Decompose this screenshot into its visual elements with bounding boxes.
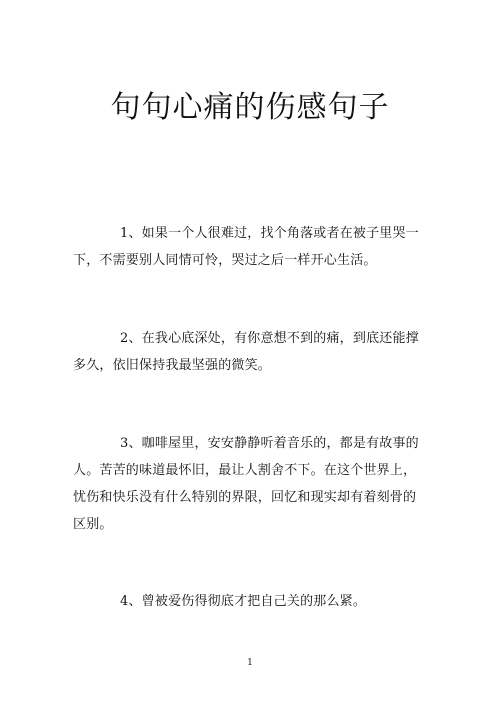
paragraph-1: 1、如果一个人很难过，找个角落或者在被子里哭一下，不需要别人同情可怜，哭过之后一样开心生活。 — [73, 226, 419, 268]
paragraph-4: 4、曾被爱伤得彻底才把自己关的那么紧。 — [120, 594, 367, 609]
document-title: 句句心痛的伤感句子 — [110, 90, 390, 125]
paragraph-2: 2、在我心底深处，有你意想不到的痛，到底还能撑多久，依旧保持我最坚强的微笑。 — [73, 331, 419, 373]
paragraph-3: 3、咖啡屋里，安安静静听着音乐的，都是有故事的人。苦苦的味道最怀旧，最让人割舍不下。在这个世界上，忧伤和快乐没有什么特别的界限，回忆和现实却有着刻骨的区别。 — [73, 436, 419, 532]
page-number: 1 — [247, 658, 253, 668]
